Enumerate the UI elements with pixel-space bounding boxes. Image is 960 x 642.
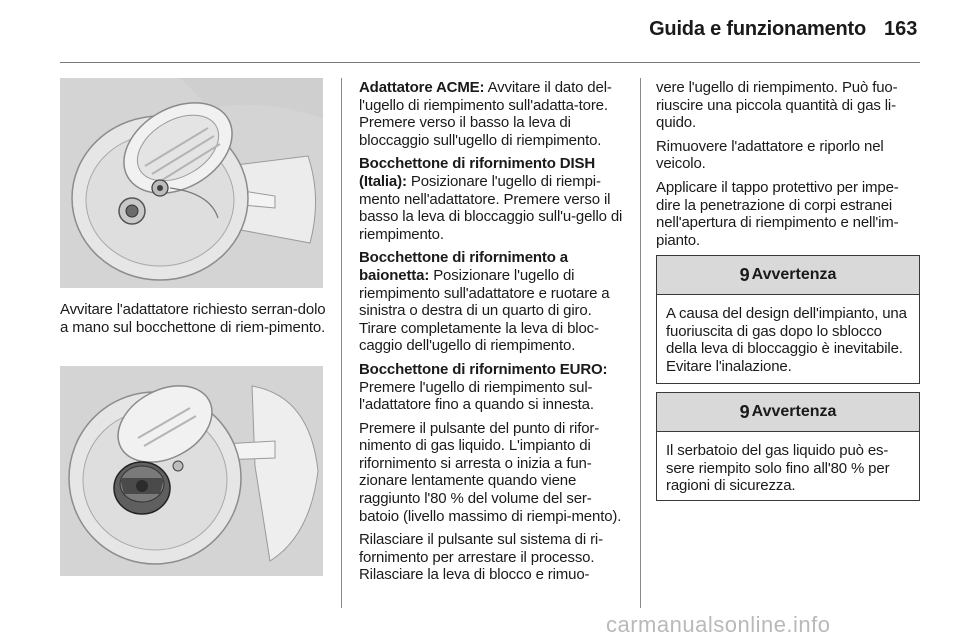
paragraph-euro	[359, 361, 627, 414]
label-dish: Bocchettone di rifornimento DISH (Italia):	[359, 155, 596, 190]
paragraph-acme	[359, 79, 627, 149]
illustration-fuel-filler-bayonet	[60, 366, 323, 576]
text-euro: Premere l'ugello di riempimento sul-l'adattatore fino a quando si innesta.	[359, 378, 594, 414]
warning-icon: 9	[739, 264, 750, 285]
column-divider-1	[341, 78, 342, 608]
paragraph-remove-nozzle: vere l'ugello di riempimento. Può fuo-riuscire una piccola quantità di gas li-quido.	[656, 79, 898, 132]
paragraph-remove-adapter: Rimuovere l'adattatore e riporlo nel veicolo.	[656, 137, 884, 173]
col3-text	[656, 79, 922, 255]
label-euro: Bocchettone di rifornimento EURO:	[359, 360, 608, 378]
warning-text-1: A causa del design dell'impianto, una fuoriuscita di gas dopo lo sblocco della leva di bloccaggio è inevitabile. Evitare l'inalazione.	[666, 305, 907, 375]
label-acme: Adattatore ACME:	[359, 79, 485, 96]
warning-title-1: Avvertenza	[751, 266, 837, 283]
text-acme: Avvitare il dato del-l'ugello di riempimento sull'adatta-tore. Premere verso il basso la leva di bloccaggio sull'ugello di riempimento.	[359, 79, 612, 149]
page-number: 163	[884, 18, 918, 40]
paragraph-bayonet	[359, 249, 627, 355]
text-bayonet: Posizionare l'ugello di riempimento sull'adattatore e ruotare a sinistra o destra di un quarto di giro. Tirare completamente la leva di bloc-caggio dell'ugello di riempimento.	[359, 266, 610, 355]
warning-header-1	[657, 256, 919, 295]
warning-box-1	[656, 255, 920, 384]
col2-text	[359, 79, 627, 590]
warning-text-2: Il serbatoio del gas liquido può es-sere riempito solo fino all'80 % per ragioni di sicurezza.	[666, 442, 890, 495]
paragraph-release-button: Rilasciare il pulsante sul sistema di ri-fornimento per arrestare il processo. Rilasciare la leva di blocco e rimuo-	[359, 531, 603, 584]
header-rule	[60, 62, 920, 63]
figure-adapter-screwed	[60, 78, 323, 288]
warning-icon: 9	[739, 401, 750, 422]
figure-adapter-bayonet	[60, 366, 323, 576]
watermark: carmanualsonline.info	[606, 612, 831, 637]
text-dish: Posizionare l'ugello di riempi-mento nell'adattatore. Premere verso il basso la leva di bloccaggio sull'u-gello di riempimento.	[359, 172, 623, 243]
header-title: Guida e funzionamento	[649, 18, 866, 40]
paragraph-press-button: Premere il pulsante del punto di rifor-nimento di gas liquido. L'impianto di rifornimento si arresta o inizia a fun-zionare lentamente quando viene raggiunto l'80 % del volume del ser-batoio (livello massimo di riempi-mento).	[359, 419, 622, 525]
column-divider-2	[640, 78, 641, 608]
warning-title-2: Avvertenza	[751, 403, 837, 420]
label-bayonet: Bocchettone di rifornimento a baionetta:	[359, 249, 568, 284]
warning-box-2	[656, 392, 920, 501]
col1-caption: Avvitare l'adattatore richiesto serran-dolo a mano sul bocchettone di riem-pimento.	[60, 301, 326, 336]
paragraph-protective-cap: Applicare il tappo protettivo per impe-dire la penetrazione di corpi estranei nell'apertura di riempimento e nell'im-pianto.	[656, 178, 899, 249]
paragraph-dish	[359, 155, 627, 243]
warning-header-2	[657, 393, 919, 432]
illustration-fuel-filler-flap-adapter	[60, 78, 323, 288]
